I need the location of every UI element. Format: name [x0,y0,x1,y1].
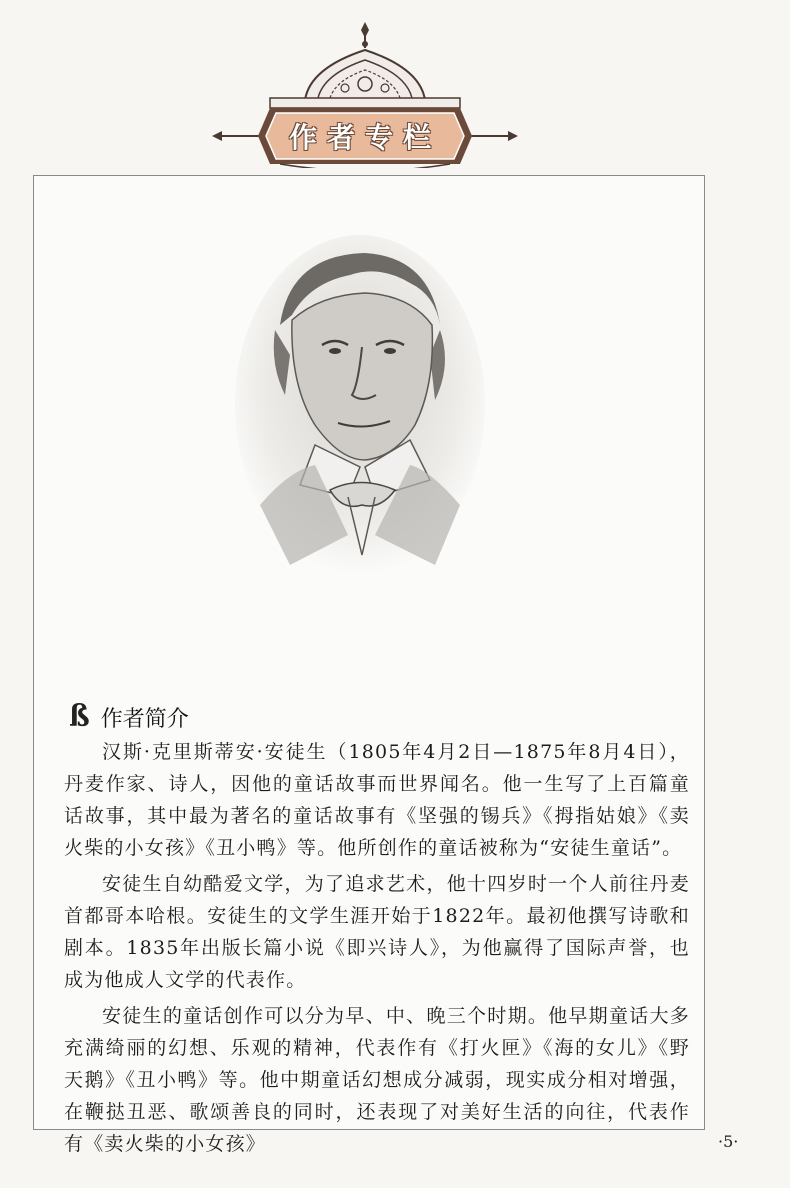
paragraph: 安徒生的童话创作可以分为早、中、晚三个时期。他早期童话大多充满绮丽的幻想、乐观的精神，代表作有《打火匣》《海的女儿》《野天鹅》《丑小鸭》等。他中期童话幻想成分减弱，现实成分相对增强，在鞭挞丑恶、歌颂善良的同时，还表现了对美好生活的向往，代表作有《卖火柴的小女孩》 [64,1005,690,1155]
author-biography [64,736,690,1164]
section-heading [68,700,189,734]
paragraph: 汉斯·克里斯蒂安·安徒生（1805年4月2日—1875年8月4日），丹麦作家、诗人，因他的童话故事而世界闻名。他一生写了上百篇童话故事，其中最为著名的童话故事有《坚强的锡兵》《拇指姑娘》《卖火柴的小女孩》《丑小鸭》等。他所创作的童话被称为“安徒生童话”。 [64,741,690,859]
section-title: 作者简介 [100,706,189,732]
page-number: ·5· [718,1132,739,1151]
column-header-banner [210,18,520,168]
portrait-sketch-icon [230,235,490,585]
author-portrait-image [230,235,490,585]
paragraph: 安徒生自幼酷爱文学，为了追求艺术，他十四岁时一个人前往丹麦首都哥本哈根。安徒生的文学生涯开始于1822年。最初他撰写诗歌和剧本。1835年出版长篇小说《即兴诗人》，为他赢得了国际声誉，也成为他成人文学的代表作。 [64,873,690,991]
column-title: 作者专栏 [288,121,441,154]
section-bullet-icon: ß [69,699,90,734]
